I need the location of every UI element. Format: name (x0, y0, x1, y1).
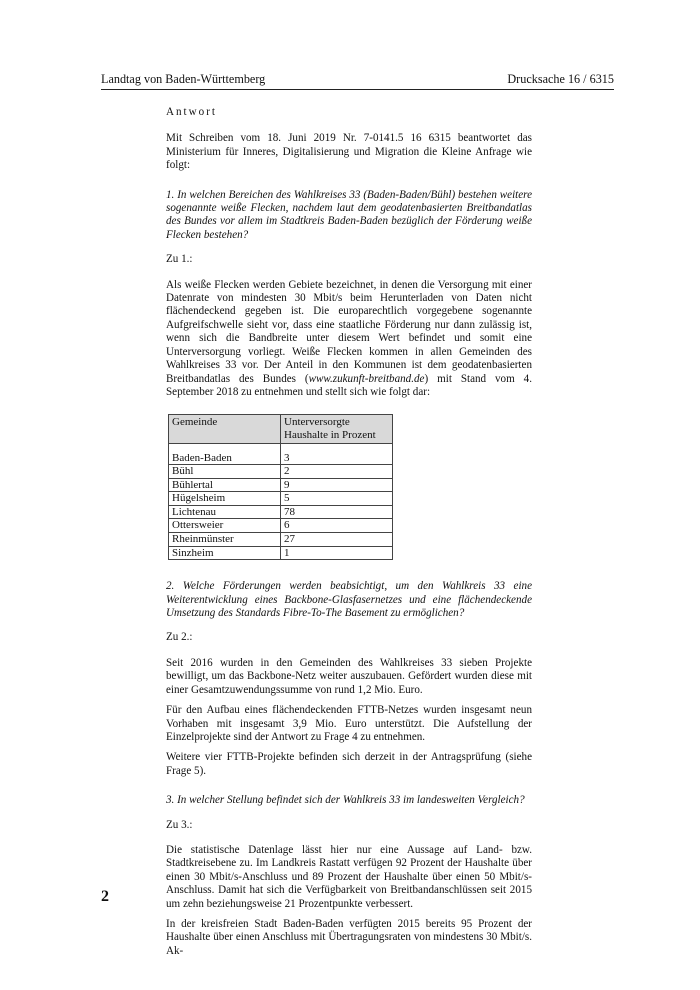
table-row: Bühl 2 (169, 465, 393, 479)
answer-heading: Antwort (166, 106, 217, 118)
answer-3-paragraph-2: In der kreisfreien Stadt Baden-Baden verfügten 2015 bereits 95 Prozent der Haushalte über einen Anschluss mit Übertragungsraten von mindestens 30 Mbit/s. Ak- (166, 917, 532, 957)
answer-2-paragraph-2: Für den Aufbau eines flächendeckenden FTTB-Netzes wurden insgesamt neun Vorhaben mit insgesamt 3,9 Mio. Euro unterstützt. Die Aufstellung der Einzelprojekte sind der Antwort zu Frage 4 zu entnehmen. (166, 704, 532, 743)
answer-3-label: Zu 3.: (166, 818, 193, 831)
page-number: 2 (101, 888, 109, 905)
table-row: Rheinmünster 27 (169, 533, 393, 547)
table-header-municipality: Gemeinde (169, 415, 281, 443)
table-row: Hügelsheim 5 (169, 492, 393, 506)
table-row: Baden-Baden 3 (169, 452, 393, 465)
answer-2-paragraph-1: Seit 2016 wurden in den Gemeinden des Wahlkreises 33 sieben Projekte bewilligt, um das Backbone-Netz weiter auszubauen. Gefördert wurden diese mit einer Gesamtzuwendungssumme von rund 1,2 Mio. Euro. (166, 656, 532, 696)
answer-1-paragraph: Als weiße Flecken werden Gebiete bezeichnet, in denen die Versorgung mit einer Datenrate von mindesten 30 Mbit/s beim Herunterladen von Daten nicht flächendeckend gegeben ist. Die europarechtlich vorgegebene sogenannte Aufgreifschwelle sieht vor, dass eine staatliche Förderung nur dann zulässig ist, wenn sich die Bandbreite unter diesem Wert befindet und somit eine Unterversorgung vorliegt. Weiße Flecken kommen in allen Gemeinden des Wahlkreises 33 vor. Der Anteil in den Kommunen ist dem geodatenbasierten Breitbandatlas des Bundes (www.zukunft-breitband.de) mit Stand vom 4. September 2018 zu entnehmen und stellt sich wie folgt dar: (166, 278, 532, 398)
answer-2-paragraph-3: Weitere vier FTTB-Projekte befinden sich derzeit in der Antragsprüfung (siehe Frage 5). (166, 751, 532, 777)
table-row: Bühlertal 9 (169, 478, 393, 492)
answer-2-label: Zu 2.: (166, 631, 193, 644)
question-3: 3. In welcher Stellung befindet sich der Wahlkreis 33 im landesweiten Vergleich? (166, 794, 525, 807)
header-document-number: Drucksache 16 / 6315 (507, 72, 614, 86)
question-2: 2. Welche Förderungen werden beabsichtigt, um den Wahlkreis 33 eine Weiterentwicklung eines Backbone-Glasfasernetzes und eine flächendeckende Umsetzung des Standards Fibre-To-The Basement zu ermöglichen? (166, 580, 532, 620)
breitband-link[interactable]: www.zukunft-breitband.de (308, 372, 425, 385)
table-row: Ottersweier 6 (169, 519, 393, 533)
underserved-households-table (168, 414, 393, 560)
table-row: Sinzheim 1 (169, 546, 393, 560)
answer-3-paragraph-1: Die statistische Datenlage lässt hier nur eine Aussage auf Land- bzw. Stadtkreisebene zu. Im Landkreis Rastatt verfügen 92 Prozent der Haushalte über einen 30 Mbit/s-Anschluss und 89 Prozent der Haushalte über einen 50 Mbit/s-Anschluss. Damit hat sich die Verfügbarkeit von Breitbandanschlüssen seit 2015 um zehn beziehungsweise 21 Prozentpunkte verbessert. (166, 843, 532, 910)
intro-paragraph: Mit Schreiben vom 18. Juni 2019 Nr. 7-0141.5 16 6315 beantwortet das Ministerium für Inneres, Digitalisierung und Migration die Kleine Anfrage wie folgt: (166, 132, 532, 172)
table-row: Lichtenau 78 (169, 505, 393, 519)
header-rule (101, 89, 614, 90)
answer-1-label: Zu 1.: (166, 253, 193, 266)
table-header-percent: Unterversorgte Haushalte in Prozent (281, 415, 393, 443)
document-body (166, 106, 532, 958)
header-parliament: Landtag von Baden-Württemberg (101, 72, 266, 86)
question-1: 1. In welchen Bereichen des Wahlkreises 33 (Baden-Baden/Bühl) bestehen weitere sogenannte weiße Flecken, nachdem laut dem geodatenbasierten Breitbandatlas des Bundes vor allem im Stadtkreis Baden-Baden bezüglich der Förderung weiße Flecken bestehen? (166, 188, 532, 241)
